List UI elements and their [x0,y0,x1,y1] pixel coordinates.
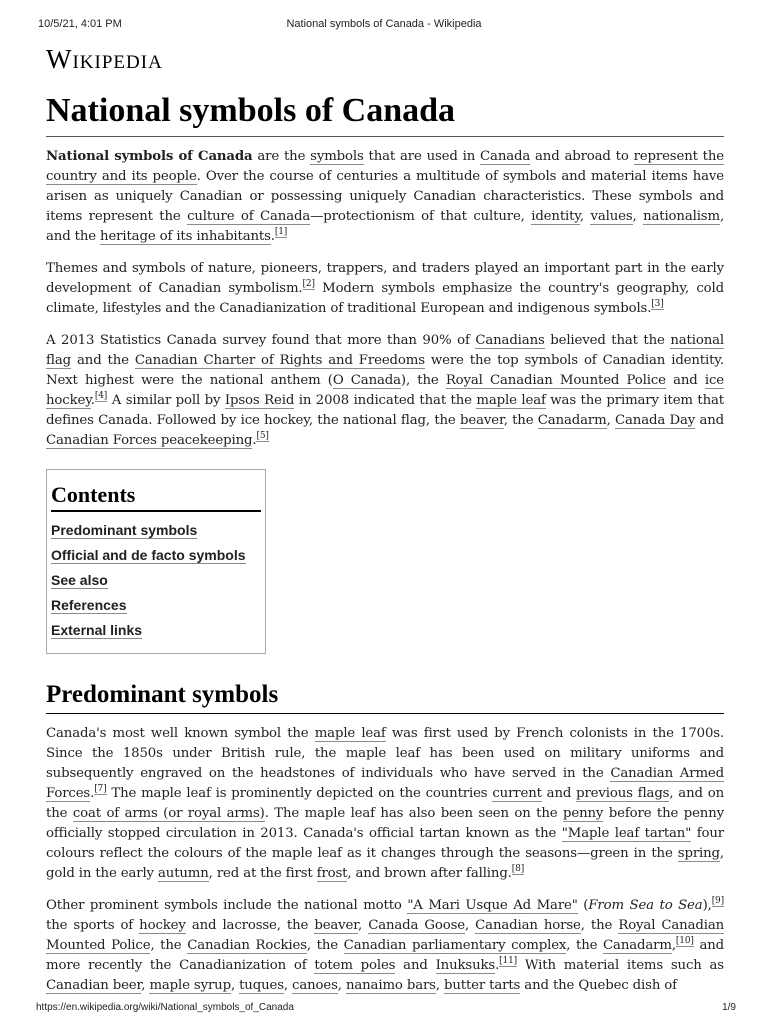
link-rcmp[interactable]: Royal Canadian Mounted Police [46,917,725,953]
wikipedia-wordmark[interactable]: Wikipedia [46,44,163,74]
page-title: National symbols of Canada [46,91,724,137]
toc-item-official-symbols[interactable]: Official and de facto symbols [51,546,246,563]
article-page [46,38,724,996]
link-canada-day[interactable]: Canada Day [615,412,696,428]
lead-term: National symbols of Canada [46,148,253,164]
link-canadarm[interactable]: Canadarm [603,937,672,953]
link-nationalism[interactable]: nationalism [643,208,720,224]
paragraph-maple-leaf: Canada's most well known symbol the maple leaf was first used by French colonists in the 1700s. Since the 1850s under British rule, the maple leaf has been used on military uniforms and subsequently engraved on the headstones of individuals who have served in the Canadian Armed Forces.[7] The maple leaf is prominently depicted on the countries current and previous flags, and on the coat of arms (or royal arms). The maple leaf has also been seen on the penny before the penny officially stopped circulation in 2013. Canada's official tartan known as the "Maple leaf tartan" four colours reflect the colours of the maple leaf as it changes through the seasons—green in the spring, gold in the early autumn, red at the first frost, and brown after falling.[8] [46,725,725,881]
link-hockey[interactable]: hockey [139,917,186,933]
paragraph-survey: A 2013 Statistics Canada survey found that more than 90% of Canadians believed that the national flag and the Canadian Charter of Rights and Freedoms were the top symbols of Canadian identity. Next highest were the national anthem (O Canada), the Royal Canadian Mounted Police and ice hockey.[4] A similar poll by Ipsos Reid in 2008 indicated that the maple leaf was the primary item that defines Canada. Followed by ice hockey, the national flag, the beaver, the Canadarm, Canada Day and Canadian Forces peacekeeping.[5] [46,332,725,448]
link-canoes[interactable]: canoes [292,977,338,993]
link-current-flag[interactable]: current [492,785,542,801]
link-autumn[interactable]: autumn [158,865,209,881]
link-motto[interactable]: "A Mari Usque Ad Mare" [407,897,578,913]
link-inuksuks[interactable]: Inuksuks [435,957,496,973]
link-penny[interactable]: penny [563,805,604,821]
link-rcmp[interactable]: Royal Canadian Mounted Police [445,372,666,388]
paragraph-other-symbols: Other prominent symbols include the national motto "A Mari Usque Ad Mare" (From Sea to Sea),[9] the sports of hockey and lacrosse, the beaver, Canada Goose, Canadian horse, the Royal Canadian Mounted Police, the Canadian Rockies, the Canadian parliamentary complex, the Canadarm,[10] and more recently the Canadianization of totem poles and Inuksuks.[11] With material items such as Canadian beer, maple syrup, tuques, canoes, nanaimo bars, butter tarts and the Quebec dish of [46,896,725,993]
link-represent[interactable]: represent the country and its people [46,148,725,184]
toc-item-references[interactable]: References [51,596,127,613]
link-totem-poles[interactable]: totem poles [314,957,396,973]
link-canadians[interactable]: Canadians [475,332,545,348]
link-charter[interactable]: Canadian Charter of Rights and Freedoms [134,352,425,368]
link-o-canada[interactable]: O Canada [332,372,401,388]
print-page-title: National symbols of Canada - Wikipedia [286,18,482,30]
toc-item-see-also[interactable]: See also [51,571,108,588]
citation-link[interactable]: [10] [675,936,694,947]
section-heading-predominant: Predominant symbols [46,680,724,714]
citation-link[interactable]: [9] [711,896,724,907]
link-beaver[interactable]: beaver [314,917,359,933]
toc-list [51,518,261,643]
table-of-contents [46,469,266,654]
link-previous-flags[interactable]: previous flags [576,785,670,801]
link-butter-tarts[interactable]: butter tarts [444,977,521,993]
print-url: https://en.wikipedia.org/wiki/National_symbols_of_Canada [36,1002,294,1013]
toc-item-predominant-symbols[interactable]: Predominant symbols [51,521,198,538]
citation-link[interactable]: [2] [302,279,315,290]
toc-title: Contents [51,482,261,512]
paragraph-symbolism: Themes and symbols of nature, pioneers, trappers, and traders played an important part in the early development of Canadian symbolism.[2] Modern symbols emphasize the country's geography, cold climate, lifestyles and the Canadianization of traditional European and indigenous symbols.[3] [46,260,724,316]
link-canadian-horse[interactable]: Canadian horse [475,917,581,933]
link-coat-of-arms[interactable]: coat of arms (or royal arms) [72,805,265,821]
citation-link[interactable]: [3] [651,299,664,310]
print-header [0,0,768,40]
citation-link[interactable]: [1] [274,227,288,238]
link-values[interactable]: values [590,208,633,224]
link-canada-goose[interactable]: Canada Goose [368,917,465,933]
citation-link[interactable]: [8] [511,864,525,875]
link-peacekeeping[interactable]: Canadian Forces peacekeeping [46,432,253,448]
link-parliament[interactable]: Canadian parliamentary complex [343,937,567,953]
toc-item-external-links[interactable]: External links [51,621,143,638]
link-canadarm[interactable]: Canadarm [537,412,607,428]
citation-link[interactable]: [7] [94,784,107,795]
link-canada[interactable]: Canada [480,148,531,164]
link-nanaimo-bars[interactable]: nanaimo bars [345,977,436,993]
link-ice-hockey[interactable]: ice hockey [46,372,724,408]
link-culture[interactable]: culture of Canada [187,208,311,224]
link-ipsos-reid[interactable]: Ipsos Reid [224,392,295,408]
link-spring[interactable]: spring [677,845,720,861]
link-heritage[interactable]: heritage of its inhabitants [100,228,271,244]
link-maple-leaf-tartan[interactable]: "Maple leaf tartan" [561,825,692,841]
link-national-flag[interactable]: national flag [46,332,724,368]
link-beaver[interactable]: beaver [460,412,504,428]
link-identity[interactable]: identity [531,208,580,224]
citation-link[interactable]: [5] [256,431,269,442]
link-tuques[interactable]: tuques [239,977,284,993]
link-symbols[interactable]: symbols [310,148,364,164]
citation-link[interactable]: [4] [94,391,108,402]
link-armed-forces[interactable]: Canadian Armed Forces [46,765,724,801]
link-maple-leaf[interactable]: maple leaf [314,725,386,741]
link-frost[interactable]: frost [316,865,348,881]
print-footer [0,1002,768,1024]
link-canadian-beer[interactable]: Canadian beer [46,977,142,993]
print-page-number: 1/9 [722,1002,736,1013]
link-maple-syrup[interactable]: maple syrup [149,977,231,993]
link-maple-leaf[interactable]: maple leaf [476,392,546,408]
intro-paragraph: National symbols of Canada are the symbols that are used in Canada and abroad to represent the country and its people. Over the course of centuries a multitude of symbols and material items have arisen as uniquely Canadian or possessing uniquely Canadian characteristics. These symbols and items represent the culture of Canada—protectionism of that culture, identity, values, nationalism, and the heritage of its inhabitants.[1] [46,148,725,244]
citation-link[interactable]: [11] [499,956,518,967]
print-datetime: 10/5/21, 4:01 PM [38,18,122,30]
link-rockies[interactable]: Canadian Rockies [187,937,307,953]
